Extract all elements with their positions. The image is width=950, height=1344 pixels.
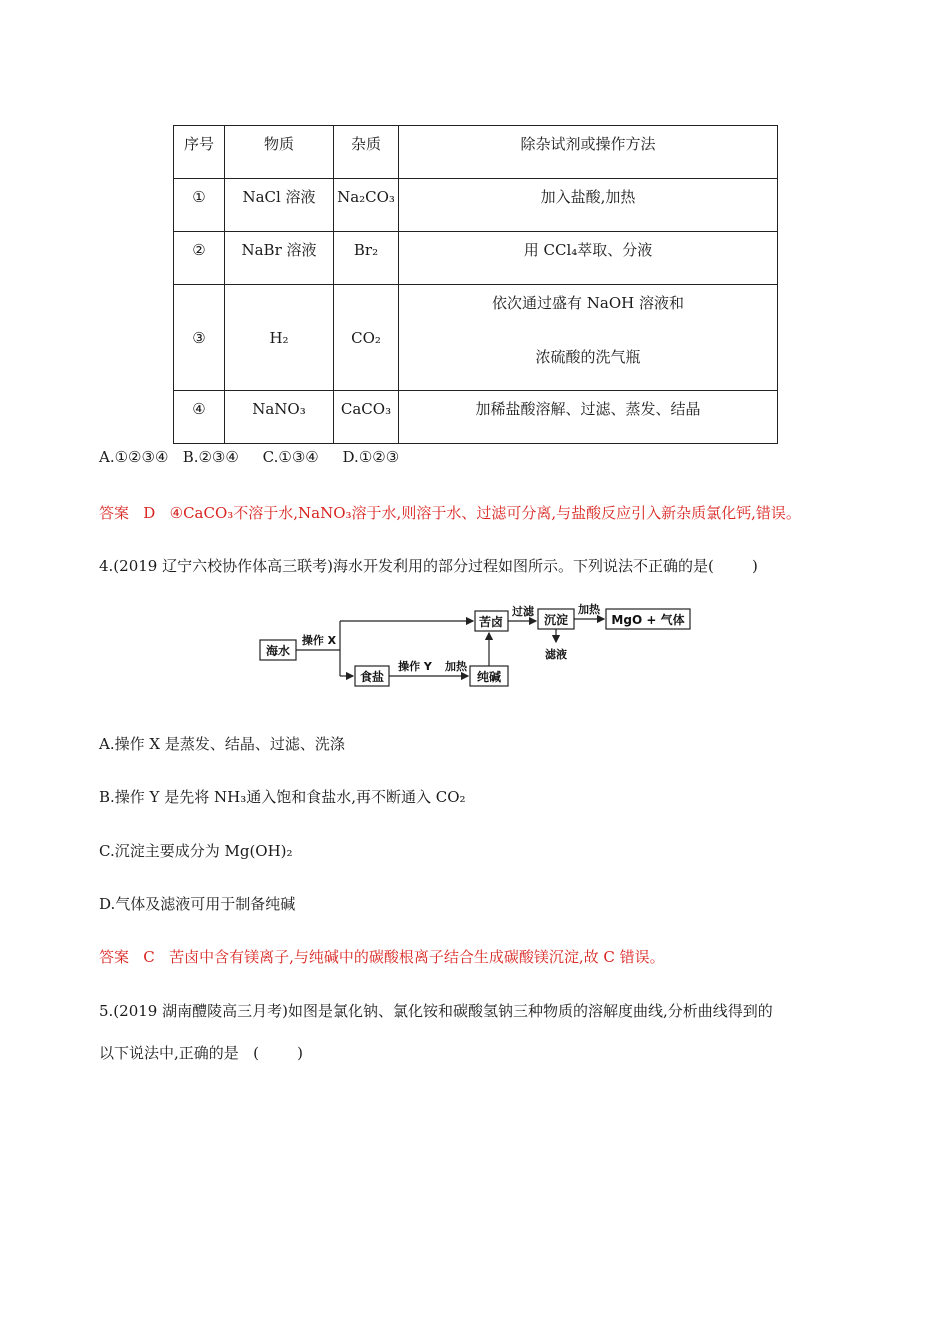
table-row <box>174 232 778 285</box>
q3-options: A.①②③④ B.②③④ C.①③④ D.①②③ <box>99 448 400 466</box>
label-soda: 纯碱 <box>476 670 502 684</box>
q5-stem-line1: 5.(2019 湖南醴陵高三月考)如图是氯化钠、氯化铵和碳酸氢钠三种物质的溶解度曲线,分析曲线得到的 <box>99 1002 773 1020</box>
label-seawater: 海水 <box>265 644 291 658</box>
q4-stem: 4.(2019 辽宁六校协作体高三联考)海水开发利用的部分过程如图所示。下列说法不正确的是( ) <box>99 557 758 575</box>
row-substance: NaNO₃ <box>252 400 306 418</box>
row-method-line1: 依次通过盛有 NaOH 溶液和 <box>492 294 684 312</box>
header-substance: 物质 <box>263 135 294 153</box>
impurity-removal-table <box>173 125 778 444</box>
row-no: ② <box>192 241 206 259</box>
label-op-x: 操作 X <box>301 634 337 647</box>
label-salt: 食盐 <box>359 670 385 684</box>
seawater-process-diagram <box>255 598 695 693</box>
row-substance: H₂ <box>269 328 289 347</box>
q4-option-c: C.沉淀主要成分为 Mg(OH)₂ <box>99 842 293 860</box>
row-method-line2: 浓硫酸的洗气瓶 <box>535 348 641 366</box>
table-row <box>174 285 778 391</box>
q4-option-d: D.气体及滤液可用于制备纯碱 <box>99 895 296 913</box>
table-header-row <box>174 126 778 179</box>
row-method: 加入盐酸,加热 <box>540 188 636 206</box>
header-no: 序号 <box>183 135 214 153</box>
row-impurity: Na₂CO₃ <box>337 188 395 206</box>
row-impurity: Br₂ <box>353 241 379 259</box>
header-impurity: 杂质 <box>350 135 381 153</box>
row-substance: NaCl 溶液 <box>242 188 316 206</box>
label-filtrate: 滤液 <box>545 648 567 661</box>
label-precipitate: 沉淀 <box>543 613 569 627</box>
q4-option-a: A.操作 X 是蒸发、结晶、过滤、洗涤 <box>99 735 345 753</box>
label-heat1: 加热 <box>578 603 600 616</box>
label-heat2: 加热 <box>445 660 467 673</box>
row-substance: NaBr 溶液 <box>241 241 317 259</box>
row-impurity: CO₂ <box>351 328 381 347</box>
label-filter: 过滤 <box>512 605 534 618</box>
table-row <box>174 179 778 232</box>
q4-answer: 答案 C 苦卤中含有镁离子,与纯碱中的碳酸根离子结合生成碳酸镁沉淀,故 C 错误。 <box>99 948 665 966</box>
q5-stem-line2: 以下说法中,正确的是 ( ) <box>99 1044 303 1062</box>
table-row <box>174 391 778 444</box>
row-method: 加稀盐酸溶解、过滤、蒸发、结晶 <box>475 400 701 418</box>
row-no: ① <box>192 188 206 206</box>
label-op-y: 操作 Y <box>398 660 432 673</box>
q4-option-b: B.操作 Y 是先将 NH₃通入饱和食盐水,再不断通入 CO₂ <box>99 788 466 806</box>
row-no: ③ <box>192 328 206 347</box>
header-method: 除杂试剂或操作方法 <box>520 135 656 153</box>
label-bittern: 苦卤 <box>478 615 504 629</box>
row-method: 用 CCl₄萃取、分液 <box>523 241 653 259</box>
label-product: MgO + 气体 <box>611 613 685 627</box>
row-impurity: CaCO₃ <box>340 400 392 418</box>
q3-answer: 答案 D ④CaCO₃不溶于水,NaNO₃溶于水,则溶于水、过滤可分离,与盐酸反应引入新杂质氯化钙,错误。 <box>99 504 801 522</box>
row-no: ④ <box>192 400 206 418</box>
